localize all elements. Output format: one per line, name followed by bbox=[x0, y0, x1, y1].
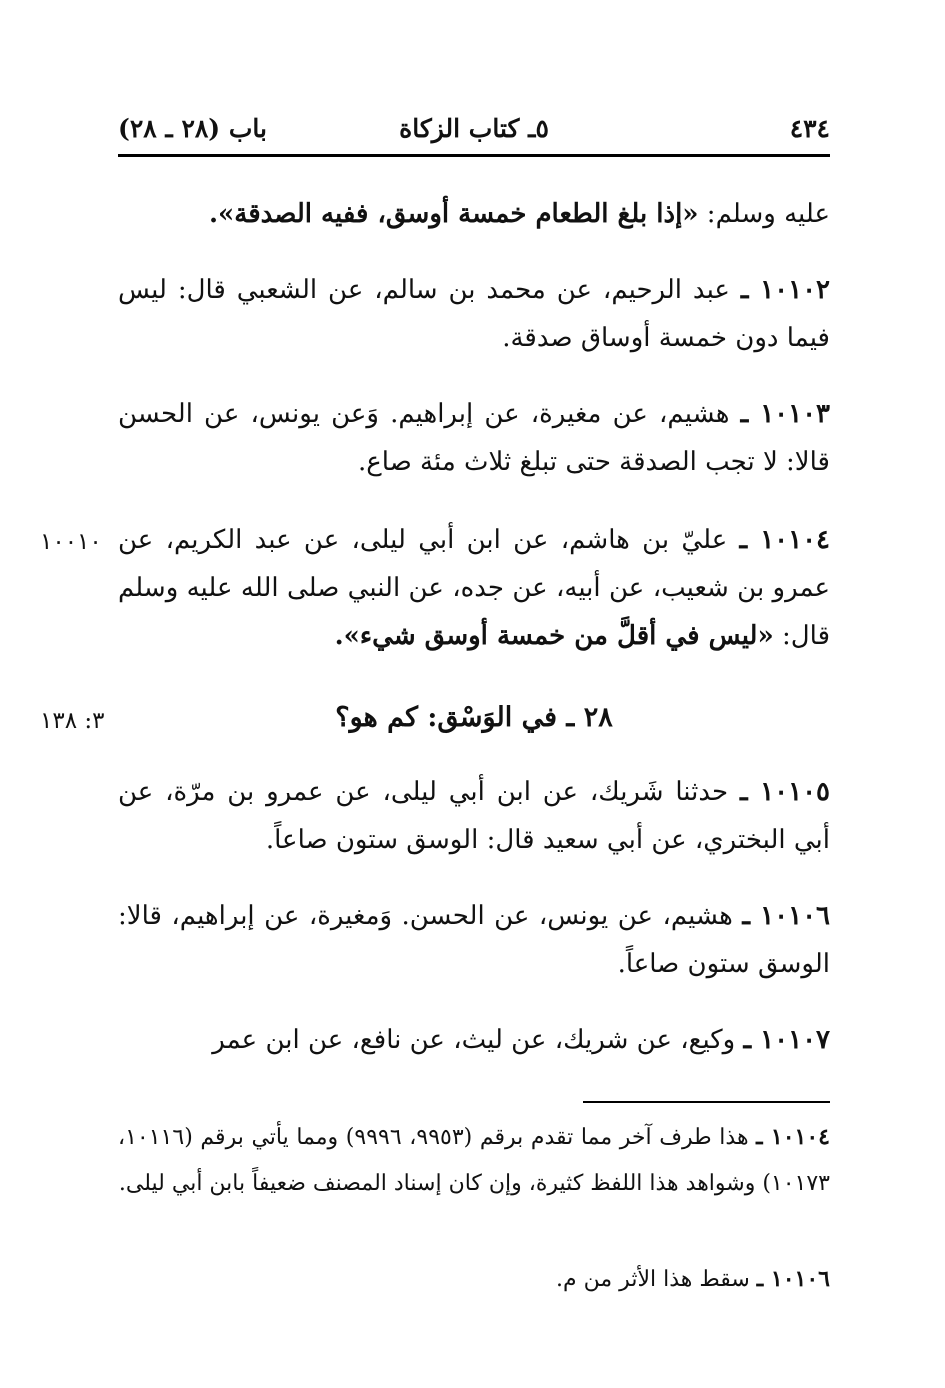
hadith-10107 bbox=[118, 1016, 830, 1064]
hadith-number: ١٠١٠٣ ـ bbox=[740, 399, 831, 429]
hadith-number: ١٠١٠٢ ـ bbox=[740, 275, 830, 305]
chapter-reference: باب (٢٨ ـ ٢٨) bbox=[118, 114, 267, 143]
text-run: عليه وسلم: bbox=[698, 199, 830, 229]
footnote-text: هذا طرف آخر مما تقدم برقم (٩٩٥٣، ٩٩٩٦) ومما يأتي برقم (١٠١١٦، ١٠١٧٣) وشواهد هذا اللفظ كثيرة، وإن كان إسناد المصنف ضعيفاً بابن أبي ليلى. bbox=[118, 1125, 830, 1196]
margin-note-number: ١٠٠١٠ bbox=[40, 529, 102, 555]
hadith-number: ١٠١٠٤ ـ bbox=[739, 525, 831, 555]
header-rule bbox=[118, 154, 830, 157]
hadith-text: عبد الرحيم، عن محمد بن سالم، عن الشعبي قال: ليس فيما دون خمسة أوساق صدقة. bbox=[118, 275, 830, 353]
hadith-text: وكيع، عن شريك، عن ليث، عن نافع، عن ابن عمر bbox=[212, 1025, 744, 1055]
footnote-number: ١٠١٠٦ ـ bbox=[756, 1266, 830, 1292]
hadith-10104 bbox=[118, 516, 830, 660]
hadith-text: عليّ بن هاشم، عن ابن أبي ليلى، عن عبد الكريم، عن عمرو بن شعيب، عن أبيه، عن جده، عن النبي صلى الله عليه وسلم قال: bbox=[118, 525, 830, 651]
footnote-text: سقط هذا الأثر من م. bbox=[556, 1267, 757, 1292]
hadith-text: هشيم، عن مغيرة، عن إبراهيم. وَعن يونس، عن الحسن قالا: لا تجب الصدقة حتى تبلغ ثلاث مئة صاع. bbox=[118, 399, 830, 477]
hadith-quote: «ليس في أقلَّ من خمسة أوسق شيء». bbox=[334, 621, 774, 651]
footnote-rule bbox=[583, 1101, 830, 1103]
footnote-10106 bbox=[118, 1256, 830, 1303]
hadith-10106 bbox=[118, 892, 830, 988]
hadith-quote: «إذا بلغ الطعام خمسة أوسق، ففيه الصدقة». bbox=[208, 199, 699, 229]
book-title: ٥ـ كتاب الزكاة bbox=[399, 114, 549, 143]
footnote-number: ١٠١٠٤ ـ bbox=[756, 1124, 830, 1150]
hadith-text: حدثنا شَريك، عن ابن أبي ليلى، عن عمرو بن مرّة، عن أبي البختري، عن أبي سعيد قال: الوسق ستون صاعاً. bbox=[118, 777, 830, 855]
hadith-10102 bbox=[118, 266, 830, 362]
margin-note-volume: ٣: ١٣٨ bbox=[40, 708, 105, 734]
page-header bbox=[118, 112, 830, 146]
section-heading: ٢٨ ـ في الوَسْق: كم هو؟ bbox=[335, 702, 613, 733]
paragraph-continuation bbox=[118, 190, 830, 238]
hadith-text: هشيم، عن يونس، عن الحسن. وَمغيرة، عن إبراهيم، قالا: الوسق ستون صاعاً. bbox=[118, 901, 830, 979]
page-number: ٤٣٤ bbox=[789, 114, 830, 143]
footnote-10104 bbox=[118, 1114, 830, 1207]
hadith-number: ١٠١٠٦ ـ bbox=[742, 901, 830, 931]
hadith-number: ١٠١٠٧ ـ bbox=[743, 1025, 830, 1055]
hadith-10103 bbox=[118, 390, 830, 486]
hadith-10105 bbox=[118, 768, 830, 864]
hadith-number: ١٠١٠٥ ـ bbox=[739, 777, 830, 807]
